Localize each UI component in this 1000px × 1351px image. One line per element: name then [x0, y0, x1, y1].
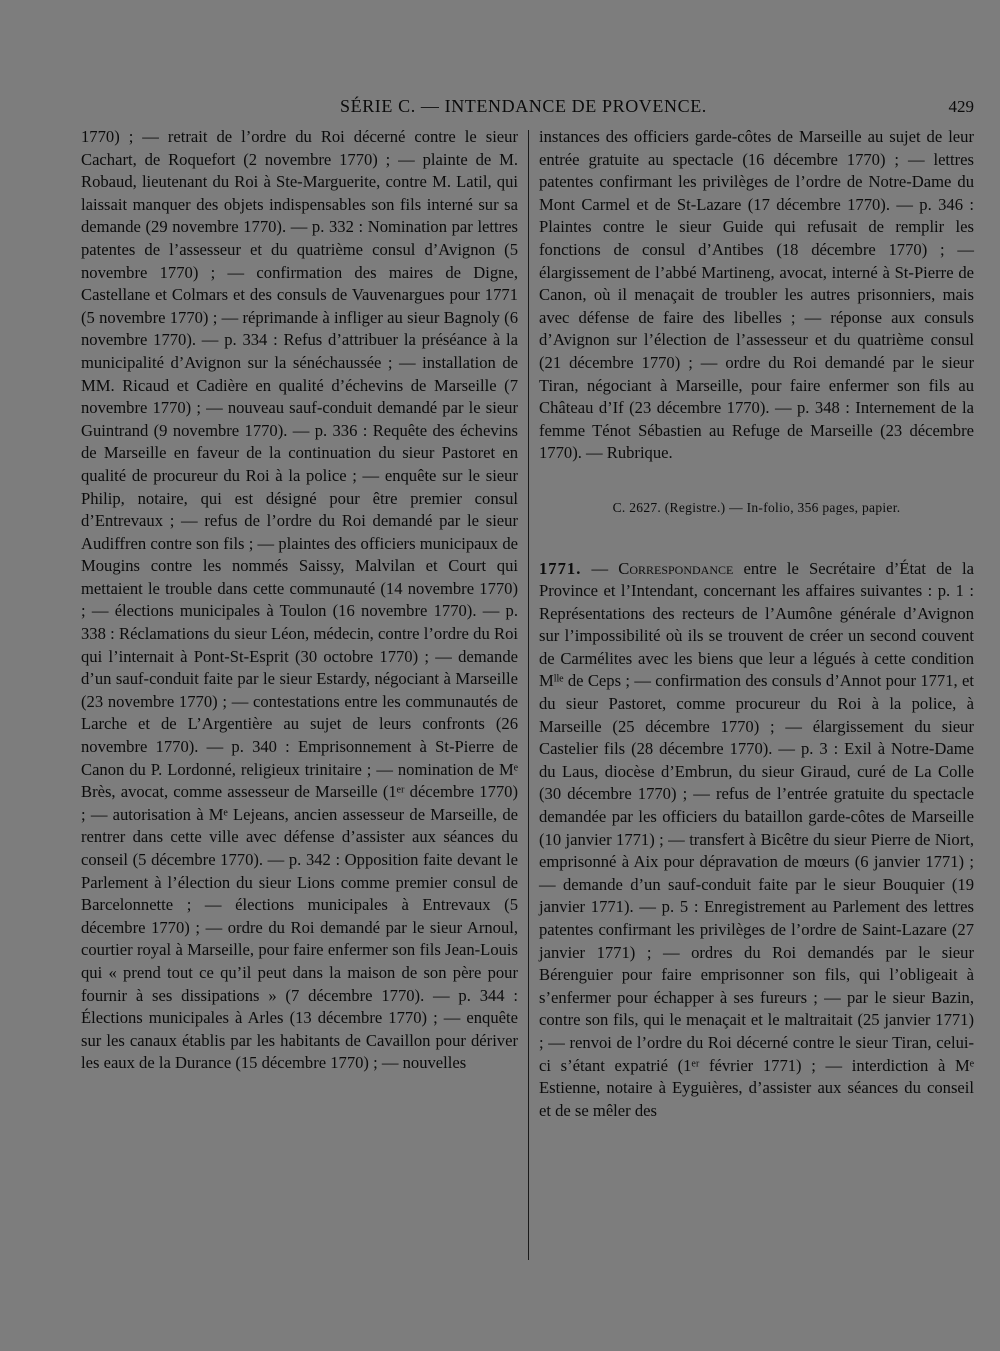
register-entry: [539, 558, 974, 1123]
page-number: 429: [948, 97, 974, 116]
entry-text: entre le Secrétaire d’État de la Province et l’Intendant, concernant les affaires suivantes : p. 1 : Représentations des recteurs de l’Aumône générale d’Avignon sur l’impossibilité où ils se trouvent de créer un second couvent de Carmélites avec les biens que leur a légués à cette condition Mˡˡᵉ de Ceps ; — confirmation des consuls d’Annot pour 1771, et du sieur Pastoret, comme procureur du Roi à la police, à Marseille (25 décembre 1770) ; — élargissement du sieur Castelier fils (28 décembre 1770). — p. 3 : Exil à Notre-Dame du Laus, diocèse d’Embrun, du sieur Giraud, curé de La Colle (30 décembre 1770) ; — refus de l’entrée gratuite du spectacle demandée par les officiers du bataillon garde-côtes de Marseille (10 janvier 1771) ; — transfert à Bicêtre du sieur Pierre de Niort, emprisonné à Aix pour dépravation de mœurs (6 janvier 1771) ; — demande d’un sauf-conduit faite par le sieur Bouquier (19 janvier 1771). — p. 5 : Enregistrement au Parlement des lettres patentes confirmant les privilèges de l’ordre de Saint-Lazare (27 janvier 1771) ; — ordres du Roi demandés par le sieur Bérenguier pour faire emprisonner son fils, qui l’obligeait à s’enfermer pour échapper à ses fureurs ; — par le sieur Bazin, contre son fils, qui le menaçait et le maltraitait (25 janvier 1771) ; — renvoi de l’ordre du Roi décerné contre le sieur Tiran, celui-ci s’étant expatrié (1ᵉʳ février 1771) ; — interdiction à Mᵉ Estienne, notaire à Eyguières, d’assister aux séances du conseil et de se mêler des: [539, 558, 974, 1120]
running-title: SÉRIE C. — INTENDANCE DE PROVENCE.: [340, 96, 707, 116]
right-column-continuation: instances des officiers garde-côtes de Marseille au sujet de leur entrée gratuite au spectacle (16 décembre 1770) ; — lettres patentes confirmant les privilèges de l’ordre de Notre-Dame du Mont Carmel et de St-Lazare (17 décembre 1770). — p. 346 : Plaintes contre le sieur Guide qui refusait de remplir les fonctions de consul d’Antibes (18 décembre 1770) ; — élargissement de l’abbé Martineng, avocat, interné à St-Pierre de Canon, où il menaçait de troubler les autres prisonniers, mais avec défense de faire des libelles ; — réponse aux consuls d’Avignon sur l’élection de l’assesseur et du quatrième consul (21 décembre 1770) ; — ordre du Roi demandé par le sieur Tiran, négociant à Marseille, pour faire enfermer son fils au Château d’If (23 décembre 1770). — p. 348 : Internement de la femme Ténot Sébastien au Refuge de Marseille (23 décembre 1770). — Rubrique.: [539, 127, 974, 463]
right-column: [539, 126, 974, 1122]
running-head: [0, 96, 1000, 122]
left-column: [81, 126, 518, 1075]
entry-dash: —: [581, 558, 619, 578]
entry-year: 1771.: [539, 558, 582, 578]
entry-title: Correspondance: [618, 558, 734, 578]
column-divider: [528, 130, 529, 1260]
left-column-text: 1770) ; — retrait de l’ordre du Roi décerné contre le sieur Cachart, de Roquefort (2 novembre 1770) ; — plainte de M. Robaud, lieutenant du Roi à Ste-Marguerite, contre M. Latil, qui laissait manquer des objets indispensables son fils interné sur sa demande (29 novembre 1770). — p. 332 : Nomination par lettres patentes de l’assesseur et du quatrième consul d’Avignon (5 novembre 1770) ; — confirmation des maires de Digne, Castellane et Colmars et des consuls de Vauvenargues pour 1771 (5 novembre 1770) ; — réprimande à infliger au sieur Bagnoly (6 novembre 1770). — p. 334 : Refus d’attribuer la préséance à la municipalité d’Avignon sur la sénéchaussée ; — installation de MM. Ricaud et Cadière en qualité d’échevins de Marseille (7 novembre 1770) ; — nouveau sauf-conduit demandé par le sieur Guintrand (9 novembre 1770). — p. 336 : Requête des échevins de Marseille en faveur de la continuation du sieur Pastoret en qualité de procureur du Roi à la police ; — enquête sur le sieur Philip, notaire, qui est désigné pour être premier consul d’Entrevaux ; — refus de l’ordre du Roi demandé par le sieur Audiffren contre son fils ; — plaintes des officiers municipaux de Mougins contre les nommés Saissy, Malvilan et Court qui mettaient le trouble dans cette communauté (14 novembre 1770) ; — élections municipales à Toulon (16 novembre 1770). — p. 338 : Réclamations du sieur Léon, médecin, contre l’ordre du Roi qui l’internait à Pont-St-Esprit (30 octobre 1770) ; — demande d’un sauf-conduit faite par le sieur Estardy, négociant à Marseille (23 novembre 1770) ; — contestations entre les communautés de Larche et de L’Argentière au sujet de leurs confronts (26 novembre 1770). — p. 340 : Emprisonnement à St-Pierre de Canon du P. Lordonné, religieux trinitaire ; — nomination de Mᵉ Brès, avocat, comme assesseur de Marseille (1ᵉʳ décembre 1770) ; — autorisation à Mᵉ Lejeans, ancien assesseur de Marseille, de rentrer dans cette ville avec défense d’assister aux séances du conseil (5 décembre 1770). — p. 342 : Opposition faite devant le Parlement à l’élection du sieur Lions comme premier consul de Barcelonnette ; — élections municipales à Entrevaux (5 décembre 1770) ; — ordre du Roi demandé par le sieur Arnoul, courtier royal à Marseille, pour faire enfermer son fils Jean-Louis qui « prend tout ce qu’il peut dans la maison de son père pour fournir à ses dissipations » (7 décembre 1770). — p. 344 : Élections municipales à Arles (13 décembre 1770) ; — enquête sur les canaux établis par les habitants de Cavaillon pour dériver les eaux de la Durance (15 décembre 1770) ; — nouvelles: [81, 127, 518, 1073]
register-note: C. 2627. (Registre.) — In-folio, 356 pages, papier.: [612, 499, 901, 515]
